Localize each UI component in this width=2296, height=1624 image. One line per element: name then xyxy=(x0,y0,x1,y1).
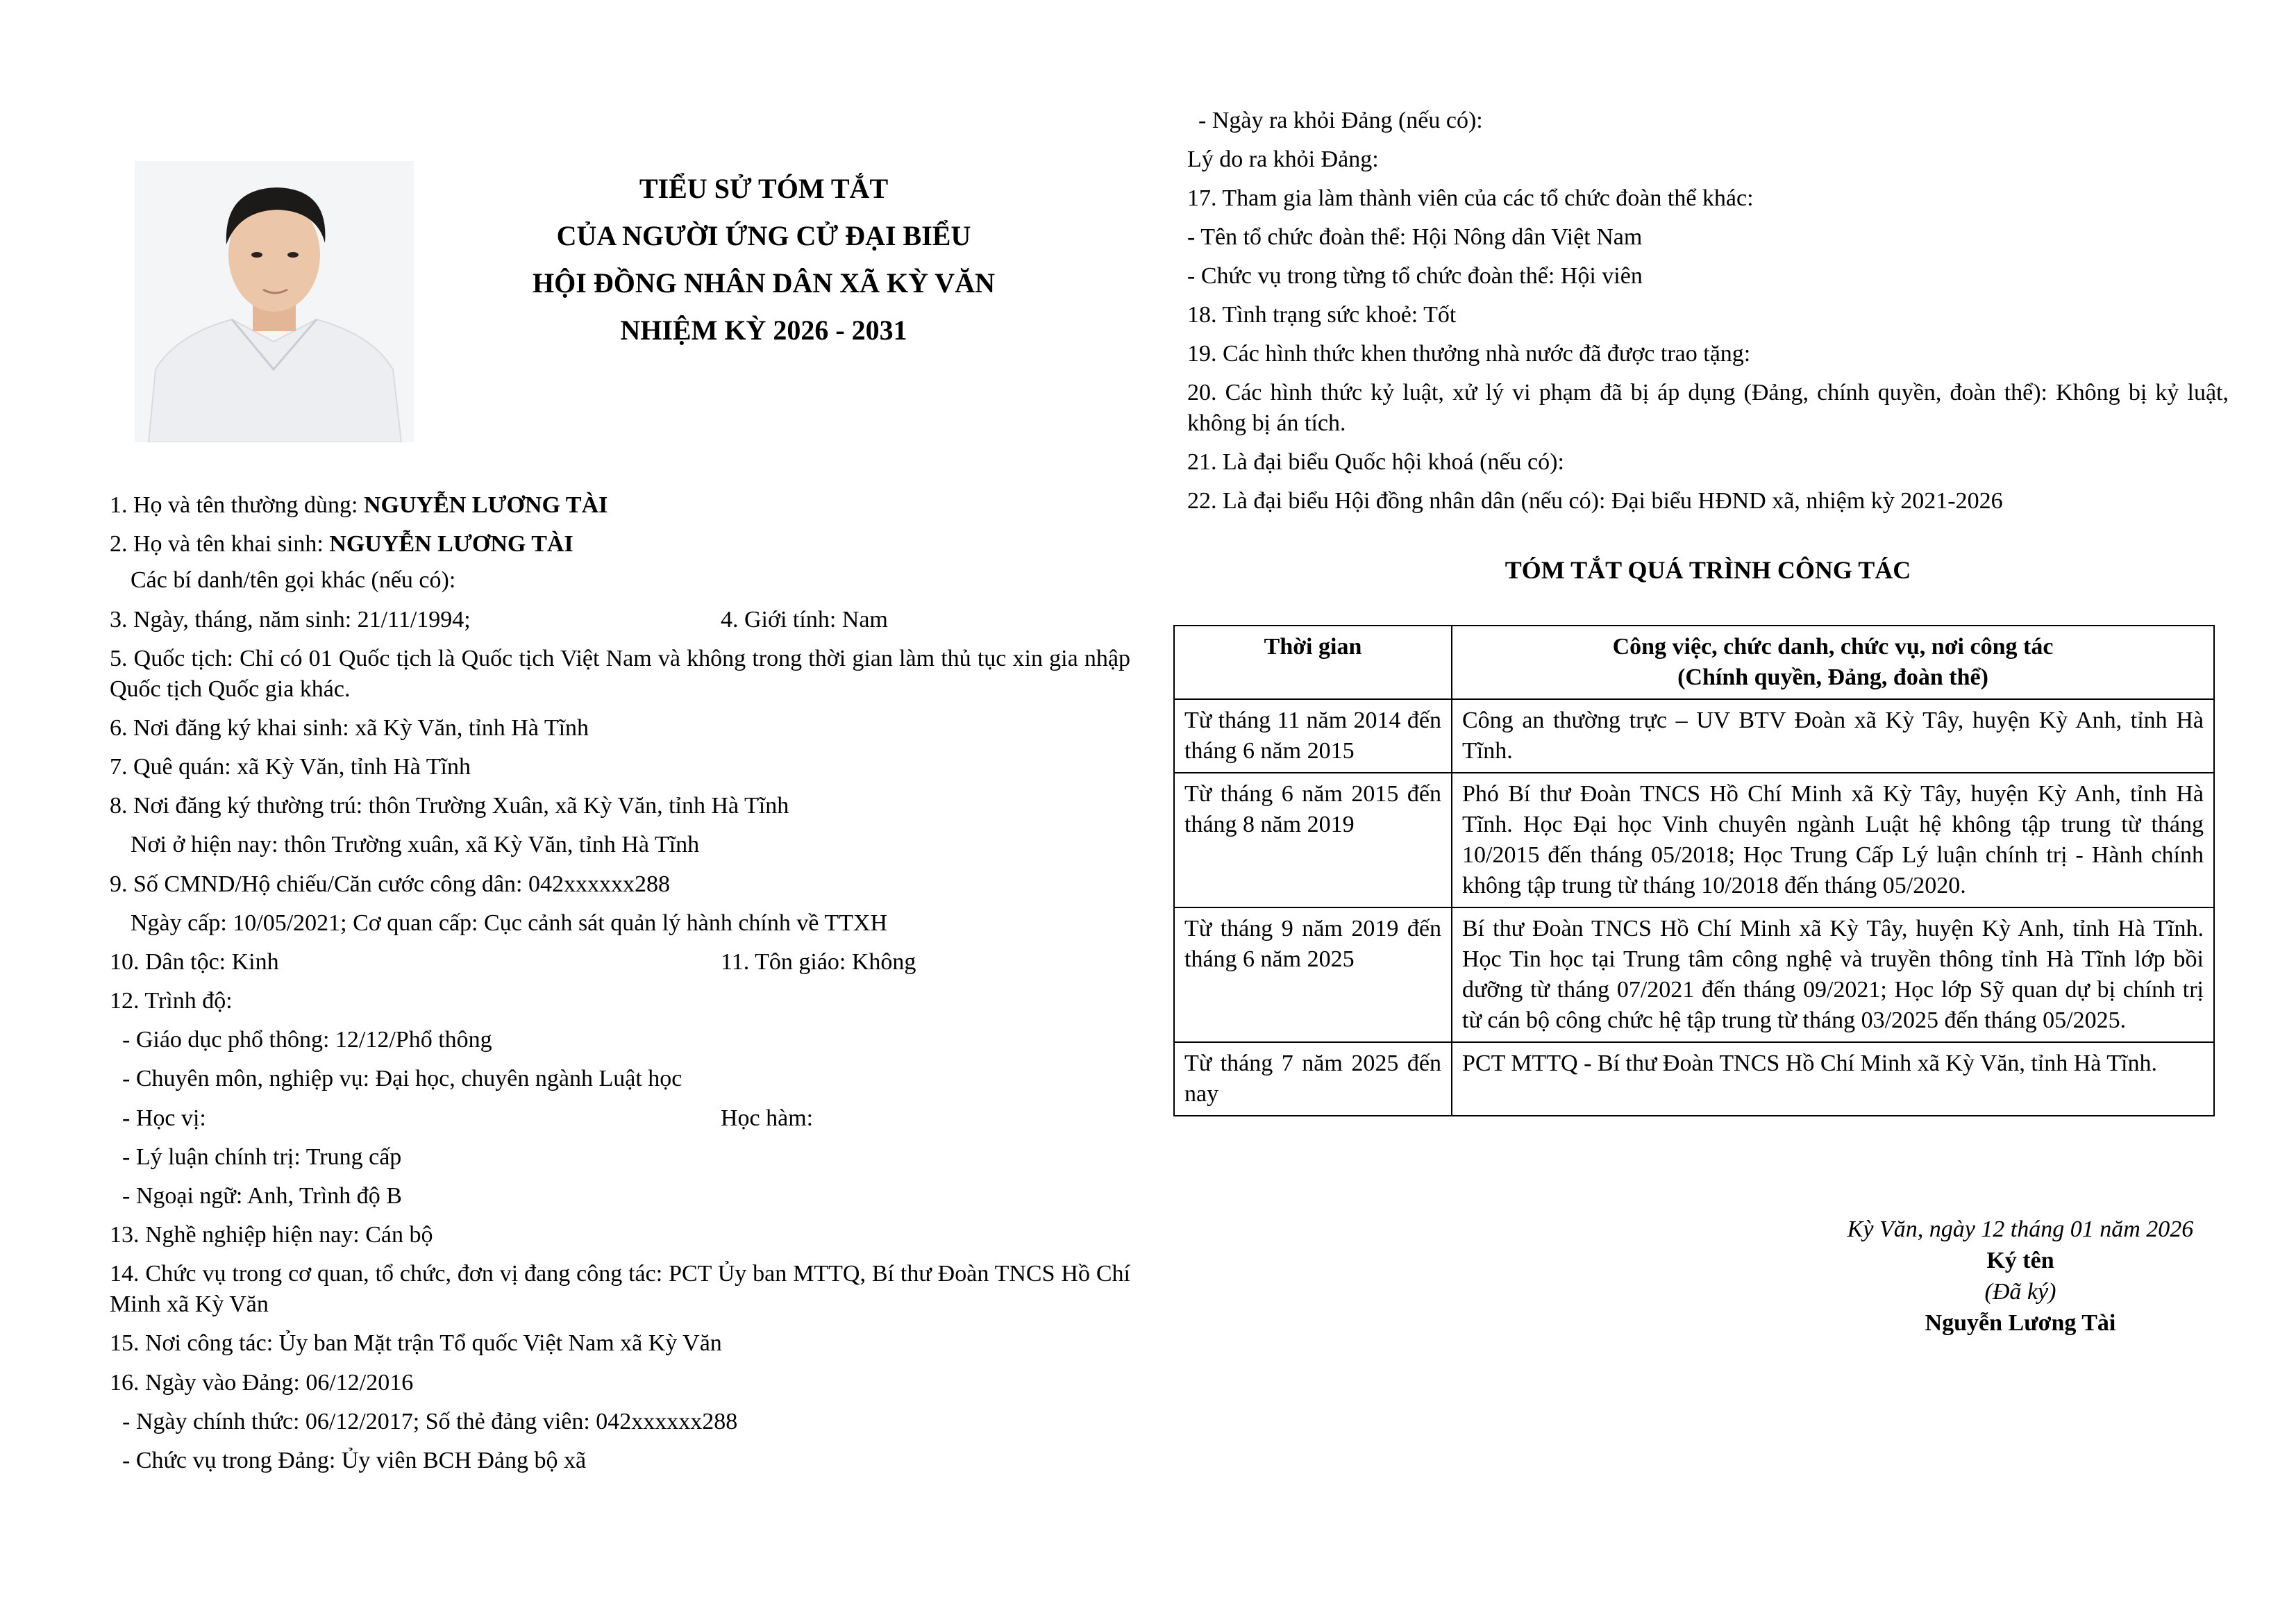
column-header-time: Thời gian xyxy=(1174,626,1452,699)
signature-label: Ký tên xyxy=(1986,1248,2054,1273)
field-party-join-date: 16. Ngày vào Đảng: 06/12/2016 xyxy=(110,1369,414,1396)
field-id-number: 9. Số CMND/Hộ chiếu/Căn cước công dân: 042xxxxxx288 xyxy=(110,871,670,897)
row-time: Từ tháng 11 năm 2014 đến tháng 6 năm 2015 xyxy=(1174,699,1452,773)
title-line-3: HỘI ĐỒNG NHÂN DÂN XÃ KỲ VĂN xyxy=(533,267,995,299)
person-photo-icon xyxy=(135,161,414,442)
table-header-row xyxy=(1174,626,2214,699)
field-specialty: - Chuyên môn, nghiệp vụ: Đại học, chuyên ngành Luật học xyxy=(122,1066,682,1092)
field-gender: 4. Giới tính: Nam xyxy=(721,606,888,633)
table-row xyxy=(1174,699,2214,773)
field-birth-registration: 6. Nơi đăng ký khai sinh: xã Kỳ Văn, tỉnh Hà Tĩnh xyxy=(110,714,589,741)
field-occupation: 13. Nghề nghiệp hiện nay: Cán bộ xyxy=(110,1222,433,1248)
field-national-assembly: 21. Là đại biểu Quốc hội khoá (nếu có): xyxy=(1187,449,1564,475)
field-health: 18. Tình trạng sức khoẻ: Tốt xyxy=(1187,302,1457,328)
title-line-4: NHIỆM KỲ 2026 - 2031 xyxy=(620,315,907,346)
field-academic-title: Học hàm: xyxy=(721,1105,814,1131)
signed-note: (Đã ký) xyxy=(1984,1279,2056,1305)
field-permanent-residence: 8. Nơi đăng ký thường trú: thôn Trường Xuân, xã Kỳ Văn, tỉnh Hà Tĩnh xyxy=(110,793,789,819)
field-party-leave-reason: Lý do ra khỏi Đảng: xyxy=(1187,147,1379,172)
table-row xyxy=(1174,907,2214,1042)
field-position: 14. Chức vụ trong cơ quan, tổ chức, đơn vị đang công tác: PCT Ủy ban MTTQ, Bí thư Đoàn TNCS Hồ Chí Minh xã Kỳ Văn xyxy=(110,1261,1130,1318)
document-title xyxy=(486,165,1041,354)
field-discipline: 20. Các hình thức kỷ luật, xử lý vi phạm đã bị áp dụng (Đảng, chính quyền, đoàn thể): Không bị kỷ luật, không bị án tích. xyxy=(1187,380,2229,436)
field-birth-gender-row xyxy=(110,605,1130,635)
column-header-description: Công việc, chức danh, chức vụ, nơi công tác (Chính quyền, Đảng, đoàn thể) xyxy=(1452,626,2214,699)
field-degree-row xyxy=(110,1103,1130,1134)
field-organization-role: - Chức vụ trong từng tổ chức đoàn thể: Hội viên xyxy=(1187,263,1643,289)
table-row xyxy=(1174,773,2214,907)
field-general-education: - Giáo dục phổ thông: 12/12/Phổ thông xyxy=(122,1027,492,1053)
birth-name-value: NGUYỄN LƯƠNG TÀI xyxy=(329,531,573,558)
field-organization-name: - Tên tổ chức đoàn thể: Hội Nông dân Việt Nam xyxy=(1187,224,1643,250)
table-row xyxy=(1174,1042,2214,1116)
field-nationality: 5. Quốc tịch: Chỉ có 01 Quốc tịch là Quốc tịch Việt Nam và không trong thời gian làm thủ tục xin gia nhập Quốc tịch Quốc gia khác. xyxy=(110,645,1130,702)
row-description: Bí thư Đoàn TNCS Hồ Chí Minh xã Kỳ Tây, huyện Kỳ Anh, tỉnh Hà Tĩnh. Học Tin học tại Trung tâm công nghệ và truyền thông tỉnh Hà Tĩnh lớp bồi dưỡng từ tháng 07/2021 đến tháng 09/2021; Học lớp Sỹ quan dự bị chính trị từ cán bộ công chức hệ tập trung từ tháng 03/2025 đến tháng 05/2025. xyxy=(1452,907,2214,1042)
field-party-position: - Chức vụ trong Đảng: Ủy viên BCH Đảng bộ xã xyxy=(122,1447,587,1473)
field-workplace: 15. Nơi công tác: Ủy ban Mặt trận Tổ quốc Việt Nam xã Kỳ Văn xyxy=(110,1330,722,1357)
title-line-1: TIỂU SỬ TÓM TẮT xyxy=(639,173,889,204)
field-awards: 19. Các hình thức khen thưởng nhà nước đã được trao tặng: xyxy=(1187,341,1751,367)
field-degree: - Học vị: xyxy=(122,1105,206,1131)
field-religion: 11. Tôn giáo: Không xyxy=(721,948,916,975)
personal-info-right xyxy=(1187,106,2229,525)
row-description: PCT MTTQ - Bí thư Đoàn TNCS Hồ Chí Minh xã Kỳ Văn, tỉnh Hà Tĩnh. xyxy=(1452,1042,2214,1116)
field-organizations: 17. Tham gia làm thành viên của các tổ chức đoàn thể khác: xyxy=(1187,185,1754,211)
common-name-value: NGUYỄN LƯƠNG TÀI xyxy=(363,492,608,518)
field-hometown: 7. Quê quán: xã Kỳ Văn, tỉnh Hà Tĩnh xyxy=(110,753,471,780)
signature-block xyxy=(1736,1214,2296,1339)
field-current-residence: Nơi ở hiện nay: thôn Trường xuân, xã Kỳ Văn, tỉnh Hà Tĩnh xyxy=(131,832,700,858)
field-council-delegate: 22. Là đại biểu Hội đồng nhân dân (nếu có): Đại biểu HĐND xã, nhiệm kỳ 2021-2026 xyxy=(1187,488,2003,514)
field-birthdate: 3. Ngày, tháng, năm sinh: 21/11/1994; xyxy=(110,606,471,633)
field-id-issue: Ngày cấp: 10/05/2021; Cơ quan cấp: Cục cảnh sát quản lý hành chính về TTXH xyxy=(131,910,887,936)
row-time: Từ tháng 7 năm 2025 đến nay xyxy=(1174,1042,1452,1116)
field-birth-name: 2. Họ và tên khai sinh: NGUYỄN LƯƠNG TÀI xyxy=(110,531,573,558)
field-foreign-language: - Ngoại ngữ: Anh, Trình độ B xyxy=(122,1183,402,1209)
work-history-title: TÓM TẮT QUÁ TRÌNH CÔNG TÁC xyxy=(1505,556,1911,584)
field-ethnicity: 10. Dân tộc: Kinh xyxy=(110,948,279,975)
row-time: Từ tháng 9 năm 2019 đến tháng 6 năm 2025 xyxy=(1174,907,1452,1042)
portrait-photo xyxy=(135,161,414,442)
work-history-table xyxy=(1173,625,2215,1116)
row-description: Phó Bí thư Đoàn TNCS Hồ Chí Minh xã Kỳ Tây, huyện Kỳ Anh, tỉnh Hà Tĩnh. Học Đại học Vinh chuyên ngành Luật hệ không tập trung từ tháng 10/2015 đến tháng 05/2018; Học Trung Cấp Lý luận chính trị - Hành chính không tập trung từ tháng 10/2018 đến tháng 05/2020. xyxy=(1452,773,2214,907)
title-line-2: CỦA NGƯỜI ỨNG CỬ ĐẠI BIỂU xyxy=(556,220,971,251)
place-date: Kỳ Văn, ngày 12 tháng 01 năm 2026 xyxy=(1847,1216,2194,1242)
row-time: Từ tháng 6 năm 2015 đến tháng 8 năm 2019 xyxy=(1174,773,1452,907)
field-party-official: - Ngày chính thức: 06/12/2017; Số thẻ đảng viên: 042xxxxxx288 xyxy=(122,1408,738,1434)
personal-info-left xyxy=(110,490,1130,1484)
field-common-name: 1. Họ và tên thường dùng: NGUYỄN LƯƠNG TÀI xyxy=(110,492,608,518)
signer-name: Nguyễn Lương Tài xyxy=(1925,1310,2116,1336)
field-ethnic-religion-row xyxy=(110,947,1130,978)
field-education: 12. Trình độ: xyxy=(110,988,233,1014)
row-description: Công an thường trực – UV BTV Đoàn xã Kỳ Tây, huyện Kỳ Anh, tỉnh Hà Tĩnh. xyxy=(1452,699,2214,773)
field-aliases: Các bí danh/tên gọi khác (nếu có): xyxy=(131,567,456,594)
field-party-leave-date: - Ngày ra khỏi Đảng (nếu có): xyxy=(1198,108,1483,133)
field-political-theory: - Lý luận chính trị: Trung cấp xyxy=(122,1144,402,1170)
